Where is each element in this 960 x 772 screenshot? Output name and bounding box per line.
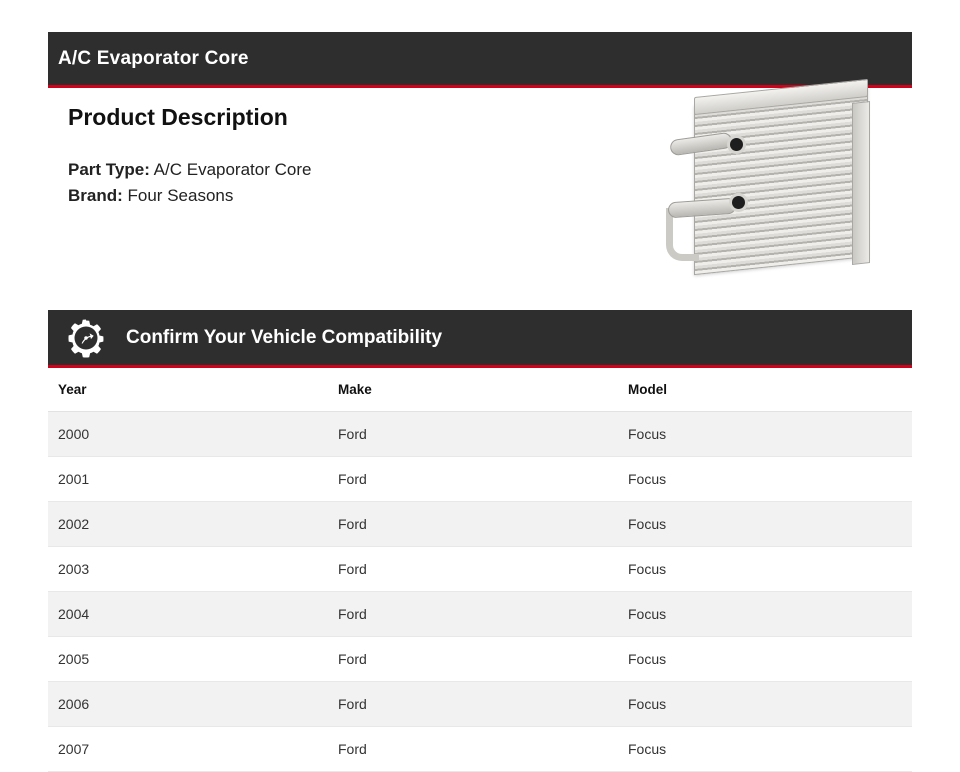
cell-make: Ford <box>328 547 618 592</box>
cell-model: Focus <box>618 412 912 457</box>
cell-make: Ford <box>328 682 618 727</box>
column-header-model: Model <box>618 368 912 412</box>
cell-make: Ford <box>328 412 618 457</box>
table-row <box>48 592 912 637</box>
table-row <box>48 682 912 727</box>
core-side-plate <box>852 101 870 265</box>
gear-icon <box>66 318 106 358</box>
table-row <box>48 412 912 457</box>
cell-year: 2001 <box>48 457 328 502</box>
product-card-header <box>48 32 912 88</box>
compatibility-card-header <box>48 310 912 368</box>
cell-make: Ford <box>328 637 618 682</box>
cell-model: Focus <box>618 727 912 772</box>
cell-year: 2000 <box>48 412 328 457</box>
spec-brand-label: Brand: <box>68 186 123 205</box>
core-fins <box>694 87 868 275</box>
table-row <box>48 727 912 772</box>
cell-year: 2007 <box>48 727 328 772</box>
product-card-body <box>48 88 912 294</box>
cell-model: Focus <box>618 502 912 547</box>
cell-make: Ford <box>328 592 618 637</box>
ac-evaporator-core-photo <box>666 90 876 270</box>
cell-make: Ford <box>328 502 618 547</box>
compatibility-title: Confirm Your Vehicle Compatibility <box>126 326 443 348</box>
product-description-heading: Product Description <box>68 104 288 130</box>
table-header-row <box>48 368 912 412</box>
cell-model: Focus <box>618 637 912 682</box>
product-title: A/C Evaporator Core <box>58 47 249 69</box>
column-header-year: Year <box>48 368 328 412</box>
cell-year: 2005 <box>48 637 328 682</box>
cell-year: 2003 <box>48 547 328 592</box>
spec-brand-value: Four Seasons <box>127 186 234 205</box>
core-port-upper <box>730 138 743 151</box>
cell-model: Focus <box>618 457 912 502</box>
compatibility-table <box>48 368 912 772</box>
table-row <box>48 457 912 502</box>
table-row <box>48 637 912 682</box>
compatibility-card <box>48 310 912 772</box>
cell-year: 2004 <box>48 592 328 637</box>
product-card <box>48 32 912 294</box>
cell-make: Ford <box>328 457 618 502</box>
cell-model: Focus <box>618 547 912 592</box>
compatibility-table-body <box>48 412 912 772</box>
column-header-make: Make <box>328 368 618 412</box>
spec-part-type-label: Part Type: <box>68 160 150 179</box>
core-port-lower <box>732 196 745 209</box>
spec-part-type-value: A/C Evaporator Core <box>153 160 312 179</box>
table-row <box>48 547 912 592</box>
cell-year: 2006 <box>48 682 328 727</box>
cell-model: Focus <box>618 682 912 727</box>
cell-year: 2002 <box>48 502 328 547</box>
table-row <box>48 502 912 547</box>
compatibility-table-head <box>48 368 912 412</box>
cell-model: Focus <box>618 592 912 637</box>
cell-make: Ford <box>328 727 618 772</box>
